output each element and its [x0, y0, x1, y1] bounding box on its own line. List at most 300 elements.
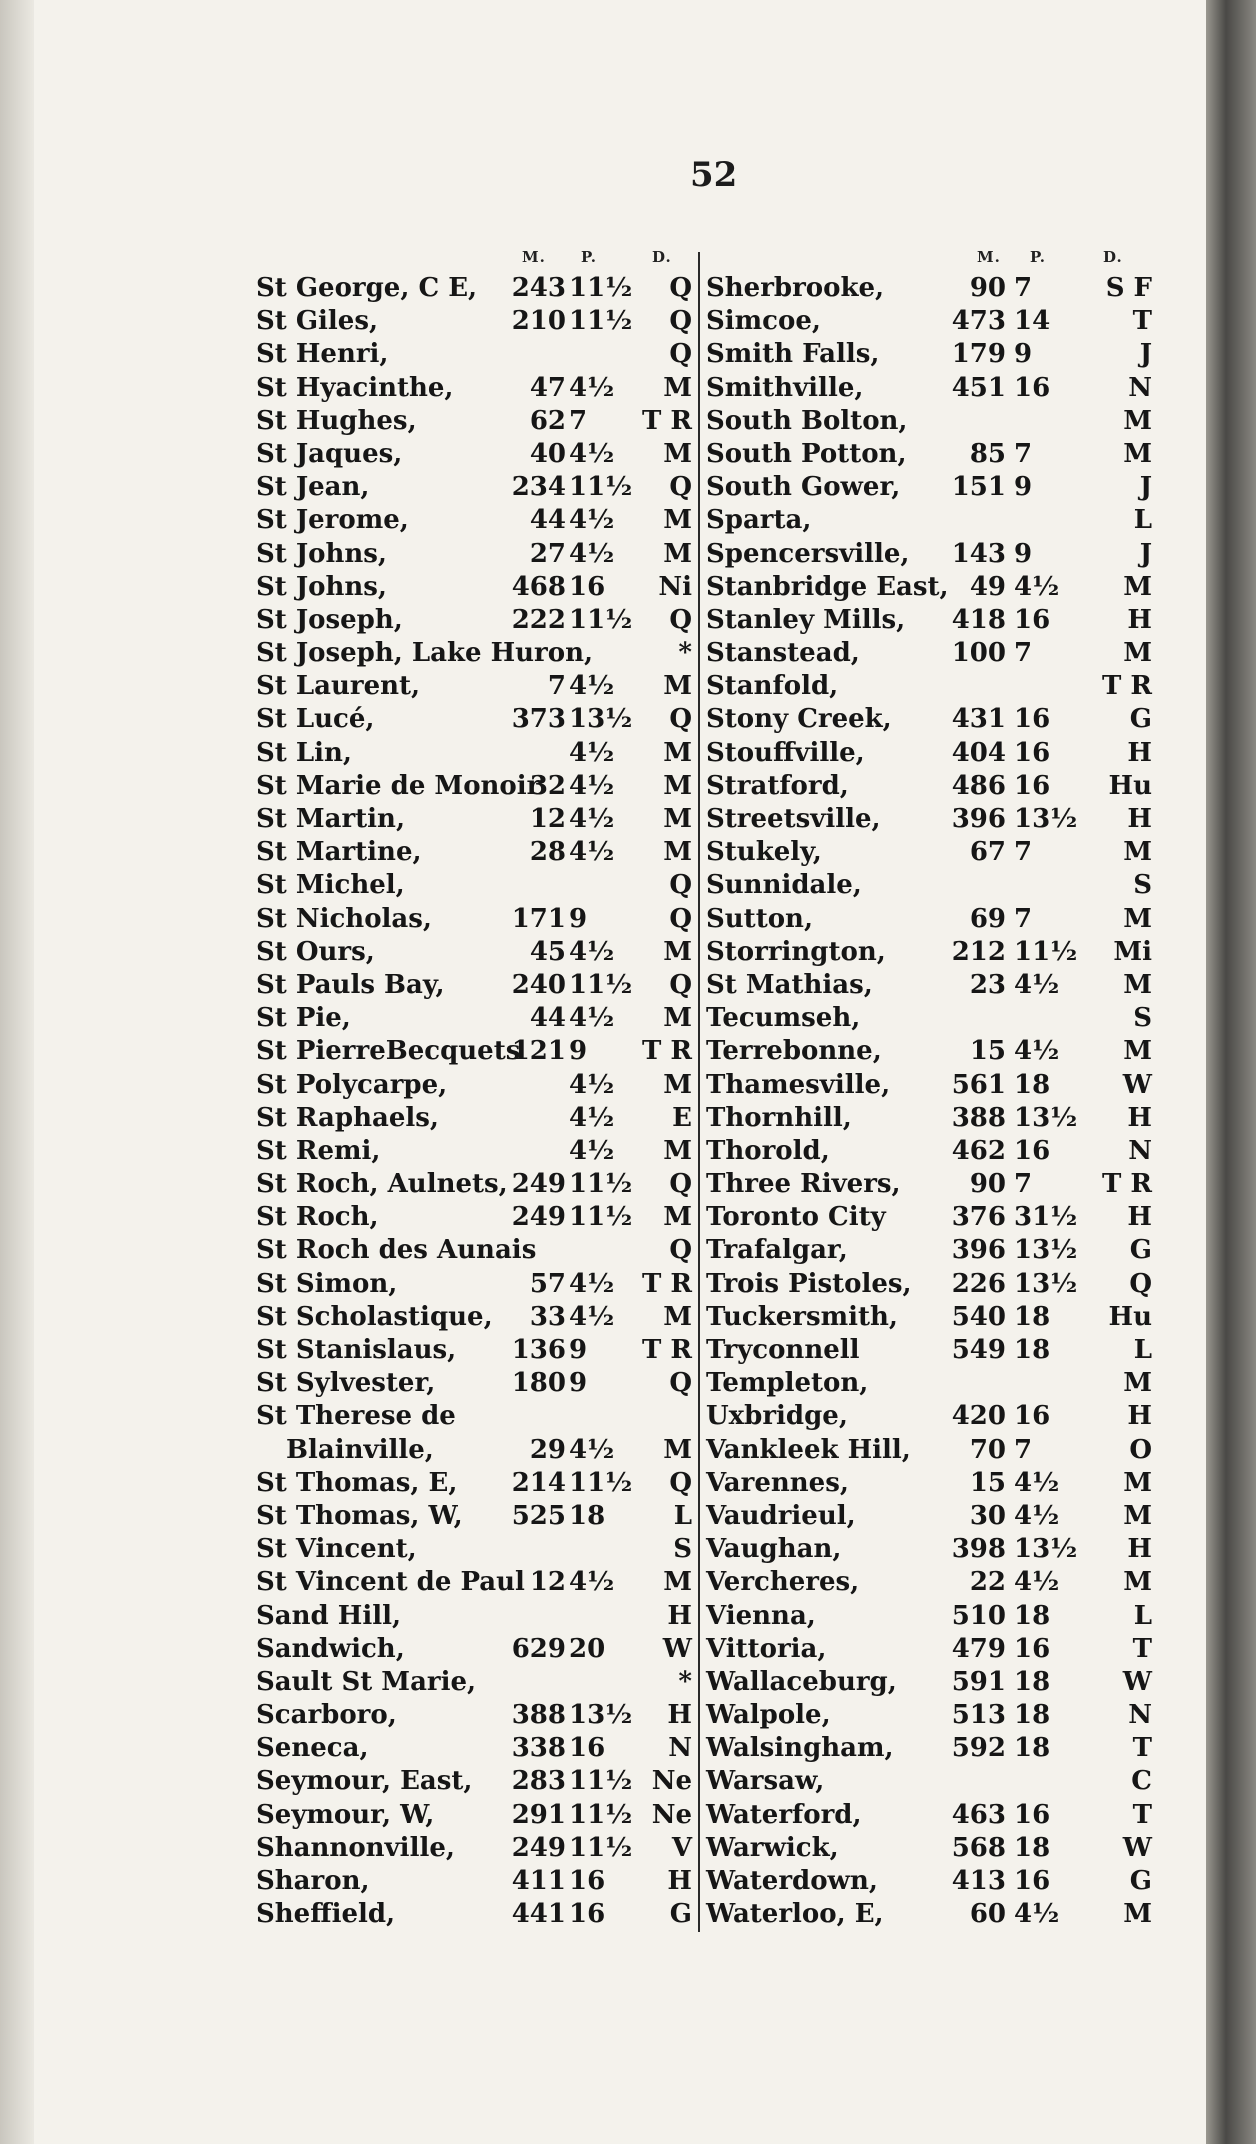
cell-p: 4½ — [569, 1268, 615, 1299]
cell-m: 49 — [969, 571, 1006, 602]
cell-m: 540 — [951, 1301, 1006, 1332]
cell-p: 18 — [1014, 1069, 1051, 1100]
cell-p: 9 — [569, 903, 588, 934]
table-row — [706, 1003, 1152, 1036]
header-miles-right: M. — [977, 248, 1001, 266]
cell-name: Three Rivers, — [706, 1169, 901, 1200]
cell-m: 121 — [511, 1036, 566, 1067]
cell-name: Vaudrieul, — [706, 1500, 856, 1531]
cell-p: 18 — [1014, 1832, 1051, 1863]
cell-name: Vienna, — [706, 1600, 816, 1631]
cell-m: 398 — [951, 1534, 1006, 1565]
table-row — [706, 273, 1152, 306]
cell-m: 413 — [951, 1866, 1006, 1896]
cell-d: * — [678, 1666, 692, 1697]
cell-p: 7 — [1014, 273, 1033, 303]
page-edge — [1206, 0, 1256, 2144]
cell-d: M — [663, 438, 692, 469]
cell-d: N — [1128, 1135, 1152, 1166]
cell-m: 210 — [511, 306, 566, 337]
cell-name: Blainville, — [286, 1434, 434, 1465]
table-row — [706, 704, 1152, 737]
table-row — [706, 339, 1152, 372]
cell-d: M — [1123, 837, 1152, 868]
cell-name: Tuckersmith, — [706, 1301, 898, 1332]
cell-name: St Simon, — [256, 1268, 398, 1299]
cell-p: 4½ — [1014, 1567, 1060, 1598]
cell-name: St Nicholas, — [256, 903, 432, 934]
cell-name: Scarboro, — [256, 1700, 397, 1731]
cell-d: Q — [669, 339, 692, 370]
table-row — [706, 1335, 1152, 1368]
cell-d: M — [1123, 438, 1152, 469]
table-row — [706, 904, 1152, 937]
cell-p: 11½ — [569, 1202, 633, 1233]
cell-m: 151 — [951, 472, 1006, 503]
table-row — [706, 1866, 1152, 1899]
cell-name: Stanfold, — [706, 671, 839, 702]
cell-p: 13½ — [1014, 1268, 1078, 1299]
cell-m: 396 — [951, 1235, 1006, 1266]
cell-p: 16 — [569, 1866, 606, 1896]
table-row — [256, 306, 692, 339]
table-row — [706, 804, 1152, 837]
cell-d: Hu — [1108, 770, 1152, 801]
cell-p: 4½ — [569, 438, 615, 469]
table-row — [706, 1269, 1152, 1302]
cell-d: S — [1133, 870, 1152, 901]
cell-name: St Remi, — [256, 1135, 381, 1166]
cell-d: J — [1139, 538, 1152, 569]
cell-name: Storrington, — [706, 936, 886, 967]
table-row — [256, 1302, 692, 1335]
cell-p: 4½ — [569, 804, 615, 834]
cell-p: 16 — [1014, 1799, 1051, 1830]
cell-m: 47 — [529, 372, 566, 403]
cell-m: 568 — [951, 1832, 1006, 1863]
table-row — [706, 1036, 1152, 1069]
cell-name: Shannonville, — [256, 1832, 455, 1863]
cell-name: Sandwich, — [256, 1633, 405, 1664]
cell-p: 18 — [569, 1500, 606, 1531]
page-left-shadow — [0, 0, 34, 2144]
cell-name: Varennes, — [706, 1467, 849, 1498]
cell-m: 28 — [529, 837, 566, 868]
cell-name: St Roch des Aunais — [256, 1235, 537, 1266]
cell-d: M — [663, 372, 692, 403]
header-postage-right: P. — [1030, 248, 1047, 266]
cell-m: 136 — [511, 1335, 566, 1365]
cell-m: 7 — [547, 671, 566, 702]
cell-name: St Roch, Aulnets, — [256, 1169, 508, 1200]
cell-m: 23 — [969, 969, 1006, 1000]
table-row — [256, 1567, 692, 1600]
cell-m: 90 — [969, 273, 1006, 303]
table-row — [706, 671, 1152, 704]
cell-d: M — [1123, 1500, 1152, 1531]
cell-d: M — [663, 1069, 692, 1100]
cell-p: 7 — [569, 405, 588, 436]
cell-d: W — [1122, 1832, 1152, 1863]
cell-name: St Martine, — [256, 837, 422, 868]
cell-d: Ne — [651, 1799, 692, 1830]
table-row — [706, 1534, 1152, 1567]
cell-d: W — [1122, 1666, 1152, 1697]
cell-d: M — [1123, 405, 1152, 436]
cell-d: M — [663, 505, 692, 536]
cell-name: St Lucé, — [256, 704, 375, 735]
left-column — [256, 273, 692, 1932]
cell-p: 16 — [1014, 1633, 1051, 1664]
cell-d: M — [1123, 903, 1152, 934]
cell-d: M — [663, 671, 692, 702]
cell-d: N — [668, 1733, 692, 1764]
cell-d: L — [1133, 1335, 1152, 1365]
cell-d: Ni — [658, 571, 692, 602]
cell-name: St Roch, — [256, 1202, 379, 1233]
cell-p: 9 — [1014, 538, 1033, 569]
cell-p: 18 — [1014, 1600, 1051, 1631]
cell-p: 16 — [1014, 604, 1051, 635]
cell-m: 85 — [969, 438, 1006, 469]
cell-name: Stony Creek, — [706, 704, 892, 735]
cell-d: M — [663, 1301, 692, 1332]
cell-p: 7 — [1014, 837, 1033, 868]
cell-p: 13½ — [1014, 1102, 1078, 1133]
cell-p: 7 — [1014, 1434, 1033, 1465]
cell-p: 20 — [569, 1633, 606, 1664]
cell-m: 479 — [951, 1633, 1006, 1664]
cell-name: St PierreBecquets — [256, 1036, 521, 1067]
table-row — [256, 771, 692, 804]
cell-name: Toronto City — [706, 1202, 886, 1233]
cell-p: 16 — [569, 1899, 606, 1930]
cell-p: 11½ — [569, 1832, 633, 1863]
cell-d: H — [1127, 1202, 1152, 1233]
cell-d: T R — [1101, 671, 1152, 702]
cell-name: St Giles, — [256, 306, 379, 337]
cell-p: 11½ — [1014, 936, 1078, 967]
cell-name: Walsingham, — [706, 1733, 894, 1764]
cell-m: 67 — [969, 837, 1006, 868]
cell-p: 9 — [569, 1335, 588, 1365]
table-row — [706, 1833, 1152, 1866]
cell-m: 486 — [951, 770, 1006, 801]
table-row — [256, 1733, 692, 1766]
cell-p: 9 — [1014, 339, 1033, 370]
table-row — [256, 804, 692, 837]
cell-p: 4½ — [569, 1301, 615, 1332]
table-row — [256, 1833, 692, 1866]
cell-m: 373 — [511, 704, 566, 735]
cell-m: 45 — [529, 936, 566, 967]
cell-m: 214 — [511, 1467, 566, 1498]
cell-p: 4½ — [569, 1069, 615, 1100]
cell-d: H — [1127, 1534, 1152, 1565]
cell-m: 32 — [529, 770, 566, 801]
cell-name: Spencersville, — [706, 538, 910, 569]
table-row — [256, 1766, 692, 1799]
table-row — [256, 273, 692, 306]
cell-m: 100 — [951, 638, 1006, 669]
table-row — [256, 1534, 692, 1567]
cell-p: 4½ — [1014, 571, 1060, 602]
cell-d: O — [1129, 1434, 1152, 1465]
cell-d: M — [1123, 571, 1152, 602]
table-row — [256, 1435, 692, 1468]
cell-d: M — [1123, 969, 1152, 1000]
cell-name: Uxbridge, — [706, 1401, 848, 1432]
table-row — [256, 1169, 692, 1202]
cell-d: J — [1139, 339, 1152, 370]
cell-d: L — [1133, 1600, 1152, 1631]
cell-d: Q — [669, 1235, 692, 1266]
cell-m: 27 — [529, 538, 566, 569]
cell-d: T R — [641, 405, 692, 436]
cell-p: 4½ — [1014, 1467, 1060, 1498]
cell-m: 143 — [951, 538, 1006, 569]
column-divider — [698, 252, 700, 1932]
cell-name: Thamesville, — [706, 1069, 891, 1100]
cell-p: 11½ — [569, 969, 633, 1000]
table-row — [706, 1070, 1152, 1103]
cell-m: 179 — [951, 339, 1006, 370]
cell-m: 44 — [529, 505, 566, 536]
table-row — [706, 1800, 1152, 1833]
cell-m: 513 — [951, 1700, 1006, 1731]
table-row — [256, 1800, 692, 1833]
cell-d: H — [1127, 1102, 1152, 1133]
cell-name: Stratford, — [706, 770, 849, 801]
table-row — [256, 837, 692, 870]
cell-name: Sunnidale, — [706, 870, 862, 901]
cell-d: S — [1133, 1003, 1152, 1034]
cell-name: St Henri, — [256, 339, 389, 370]
cell-d: Q — [669, 472, 692, 503]
cell-d: Q — [669, 306, 692, 337]
cell-name: Stanstead, — [706, 638, 860, 669]
header-district-right: D. — [1103, 248, 1123, 266]
cell-name: Stanley Mills, — [706, 604, 906, 635]
cell-m: 69 — [969, 903, 1006, 934]
cell-p: 16 — [1014, 1401, 1051, 1432]
table-row — [256, 1468, 692, 1501]
cell-p: 4½ — [569, 737, 615, 768]
cell-p: 11½ — [569, 1467, 633, 1498]
table-row — [706, 1368, 1152, 1401]
cell-p: 18 — [1014, 1733, 1051, 1764]
header-miles-left: M. — [522, 248, 546, 266]
cell-name: Smithville, — [706, 372, 864, 403]
cell-d: H — [1127, 604, 1152, 635]
cell-d: M — [663, 538, 692, 569]
cell-name: St Martin, — [256, 804, 406, 834]
cell-name: Vaughan, — [706, 1534, 842, 1565]
cell-m: 90 — [969, 1169, 1006, 1200]
cell-name: Warsaw, — [706, 1766, 825, 1797]
table-row — [706, 1169, 1152, 1202]
cell-p: 16 — [1014, 1135, 1051, 1166]
cell-m: 338 — [511, 1733, 566, 1764]
table-row — [706, 1700, 1152, 1733]
cell-name: St Stanislaus, — [256, 1335, 457, 1365]
cell-m: 226 — [951, 1268, 1006, 1299]
cell-p: 13½ — [569, 1700, 633, 1731]
table-row — [256, 1667, 692, 1700]
cell-m: 468 — [511, 571, 566, 602]
cell-p: 13½ — [569, 704, 633, 735]
cell-d: * — [678, 638, 692, 669]
cell-p: 18 — [1014, 1335, 1051, 1365]
cell-name: St Hughes, — [256, 405, 417, 436]
cell-p: 7 — [1014, 903, 1033, 934]
cell-p: 4½ — [1014, 969, 1060, 1000]
cell-d: Q — [669, 704, 692, 735]
cell-name: St Jaques, — [256, 438, 403, 469]
table-row — [706, 1103, 1152, 1136]
table-row — [256, 1036, 692, 1069]
cell-name: Smith Falls, — [706, 339, 880, 370]
cell-p: 4½ — [1014, 1899, 1060, 1930]
cell-p: 13½ — [1014, 804, 1078, 834]
cell-p: 4½ — [569, 770, 615, 801]
cell-name: St Johns, — [256, 538, 387, 569]
cell-m: 171 — [511, 903, 566, 934]
cell-d: L — [1133, 505, 1152, 536]
cell-m: 549 — [951, 1335, 1006, 1365]
cell-d: Q — [669, 969, 692, 1000]
cell-name: Templeton, — [706, 1368, 869, 1399]
cell-name: Thorold, — [706, 1135, 830, 1166]
cell-p: 4½ — [569, 837, 615, 868]
cell-p: 9 — [569, 1368, 588, 1399]
cell-p: 16 — [1014, 1866, 1051, 1896]
cell-p: 4½ — [569, 1003, 615, 1034]
table-row — [256, 1202, 692, 1235]
cell-name: St Pauls Bay, — [256, 969, 445, 1000]
cell-d: M — [1123, 1467, 1152, 1498]
cell-m: 283 — [511, 1766, 566, 1797]
cell-m: 463 — [951, 1799, 1006, 1830]
cell-name: Seymour, W, — [256, 1799, 435, 1830]
table-row — [256, 904, 692, 937]
cell-m: 388 — [511, 1700, 566, 1731]
cell-m: 376 — [951, 1202, 1006, 1233]
cell-d: E — [672, 1102, 692, 1133]
cell-d: T — [1132, 306, 1152, 337]
cell-name: Warwick, — [706, 1832, 839, 1863]
cell-p: 4½ — [569, 1567, 615, 1598]
cell-m: 249 — [511, 1832, 566, 1863]
cell-d: T R — [1101, 1169, 1152, 1200]
cell-name: St Sylvester, — [256, 1368, 436, 1399]
cell-p: 18 — [1014, 1301, 1051, 1332]
cell-m: 592 — [951, 1733, 1006, 1764]
table-row — [706, 1634, 1152, 1667]
table-row — [256, 505, 692, 538]
cell-name: St Mathias, — [706, 969, 873, 1000]
table-row — [256, 373, 692, 406]
cell-m: 462 — [951, 1135, 1006, 1166]
cell-p: 11½ — [569, 1799, 633, 1830]
cell-d: G — [669, 1899, 692, 1930]
cell-p: 11½ — [569, 604, 633, 635]
table-row — [706, 1601, 1152, 1634]
cell-d: H — [667, 1600, 692, 1631]
cell-name: St Laurent, — [256, 671, 421, 702]
cell-name: South Potton, — [706, 438, 907, 469]
table-row — [256, 1401, 692, 1434]
cell-name: Tecumseh, — [706, 1003, 861, 1034]
cell-name: Sheffield, — [256, 1899, 396, 1930]
cell-d: S F — [1105, 273, 1152, 303]
table-row — [706, 771, 1152, 804]
cell-d: Q — [669, 903, 692, 934]
cell-name: Stanbridge East, — [706, 571, 949, 602]
cell-m: 22 — [969, 1567, 1006, 1598]
table-row — [256, 1501, 692, 1534]
cell-name: Sharon, — [256, 1866, 370, 1896]
cell-m: 291 — [511, 1799, 566, 1830]
cell-p: 16 — [1014, 372, 1051, 403]
cell-name: Vankleek Hill, — [706, 1434, 911, 1465]
cell-name: St Ours, — [256, 936, 375, 967]
table-row — [706, 1567, 1152, 1600]
cell-m: 388 — [951, 1102, 1006, 1133]
cell-name: Streetsville, — [706, 804, 881, 834]
cell-d: M — [663, 804, 692, 834]
cell-m: 591 — [951, 1666, 1006, 1697]
cell-name: Sparta, — [706, 505, 812, 536]
page-number: 52 — [690, 155, 738, 195]
cell-d: M — [663, 737, 692, 768]
cell-d: Q — [669, 1467, 692, 1498]
cell-m: 243 — [511, 273, 566, 303]
cell-name: Vercheres, — [706, 1567, 860, 1598]
table-row — [706, 1302, 1152, 1335]
cell-name: Walpole, — [706, 1700, 831, 1731]
cell-m: 70 — [969, 1434, 1006, 1465]
cell-p: 18 — [1014, 1666, 1051, 1697]
cell-name: St Polycarpe, — [256, 1069, 448, 1100]
table-row — [706, 1899, 1152, 1932]
cell-name: St Vincent de Paul — [256, 1567, 525, 1598]
table-row — [256, 1335, 692, 1368]
cell-d: Mi — [1113, 936, 1152, 967]
cell-m: 44 — [529, 1003, 566, 1034]
cell-d: W — [662, 1633, 692, 1664]
table-row — [256, 1899, 692, 1932]
cell-m: 234 — [511, 472, 566, 503]
cell-d: H — [1127, 1401, 1152, 1432]
cell-name: Waterdown, — [706, 1866, 878, 1896]
table-row — [256, 439, 692, 472]
cell-name: Sand Hill, — [256, 1600, 402, 1631]
table-row — [256, 472, 692, 505]
table-row — [256, 339, 692, 372]
cell-p: 18 — [1014, 1700, 1051, 1731]
cell-d: N — [1128, 1700, 1152, 1731]
cell-p: 13½ — [1014, 1534, 1078, 1565]
table-row — [256, 1700, 692, 1733]
cell-m: 33 — [529, 1301, 566, 1332]
cell-name: Terrebonne, — [706, 1036, 882, 1067]
cell-name: Sault St Marie, — [256, 1666, 477, 1697]
cell-m: 441 — [511, 1899, 566, 1930]
table-row — [706, 539, 1152, 572]
cell-p: 7 — [1014, 438, 1033, 469]
table-row — [256, 671, 692, 704]
